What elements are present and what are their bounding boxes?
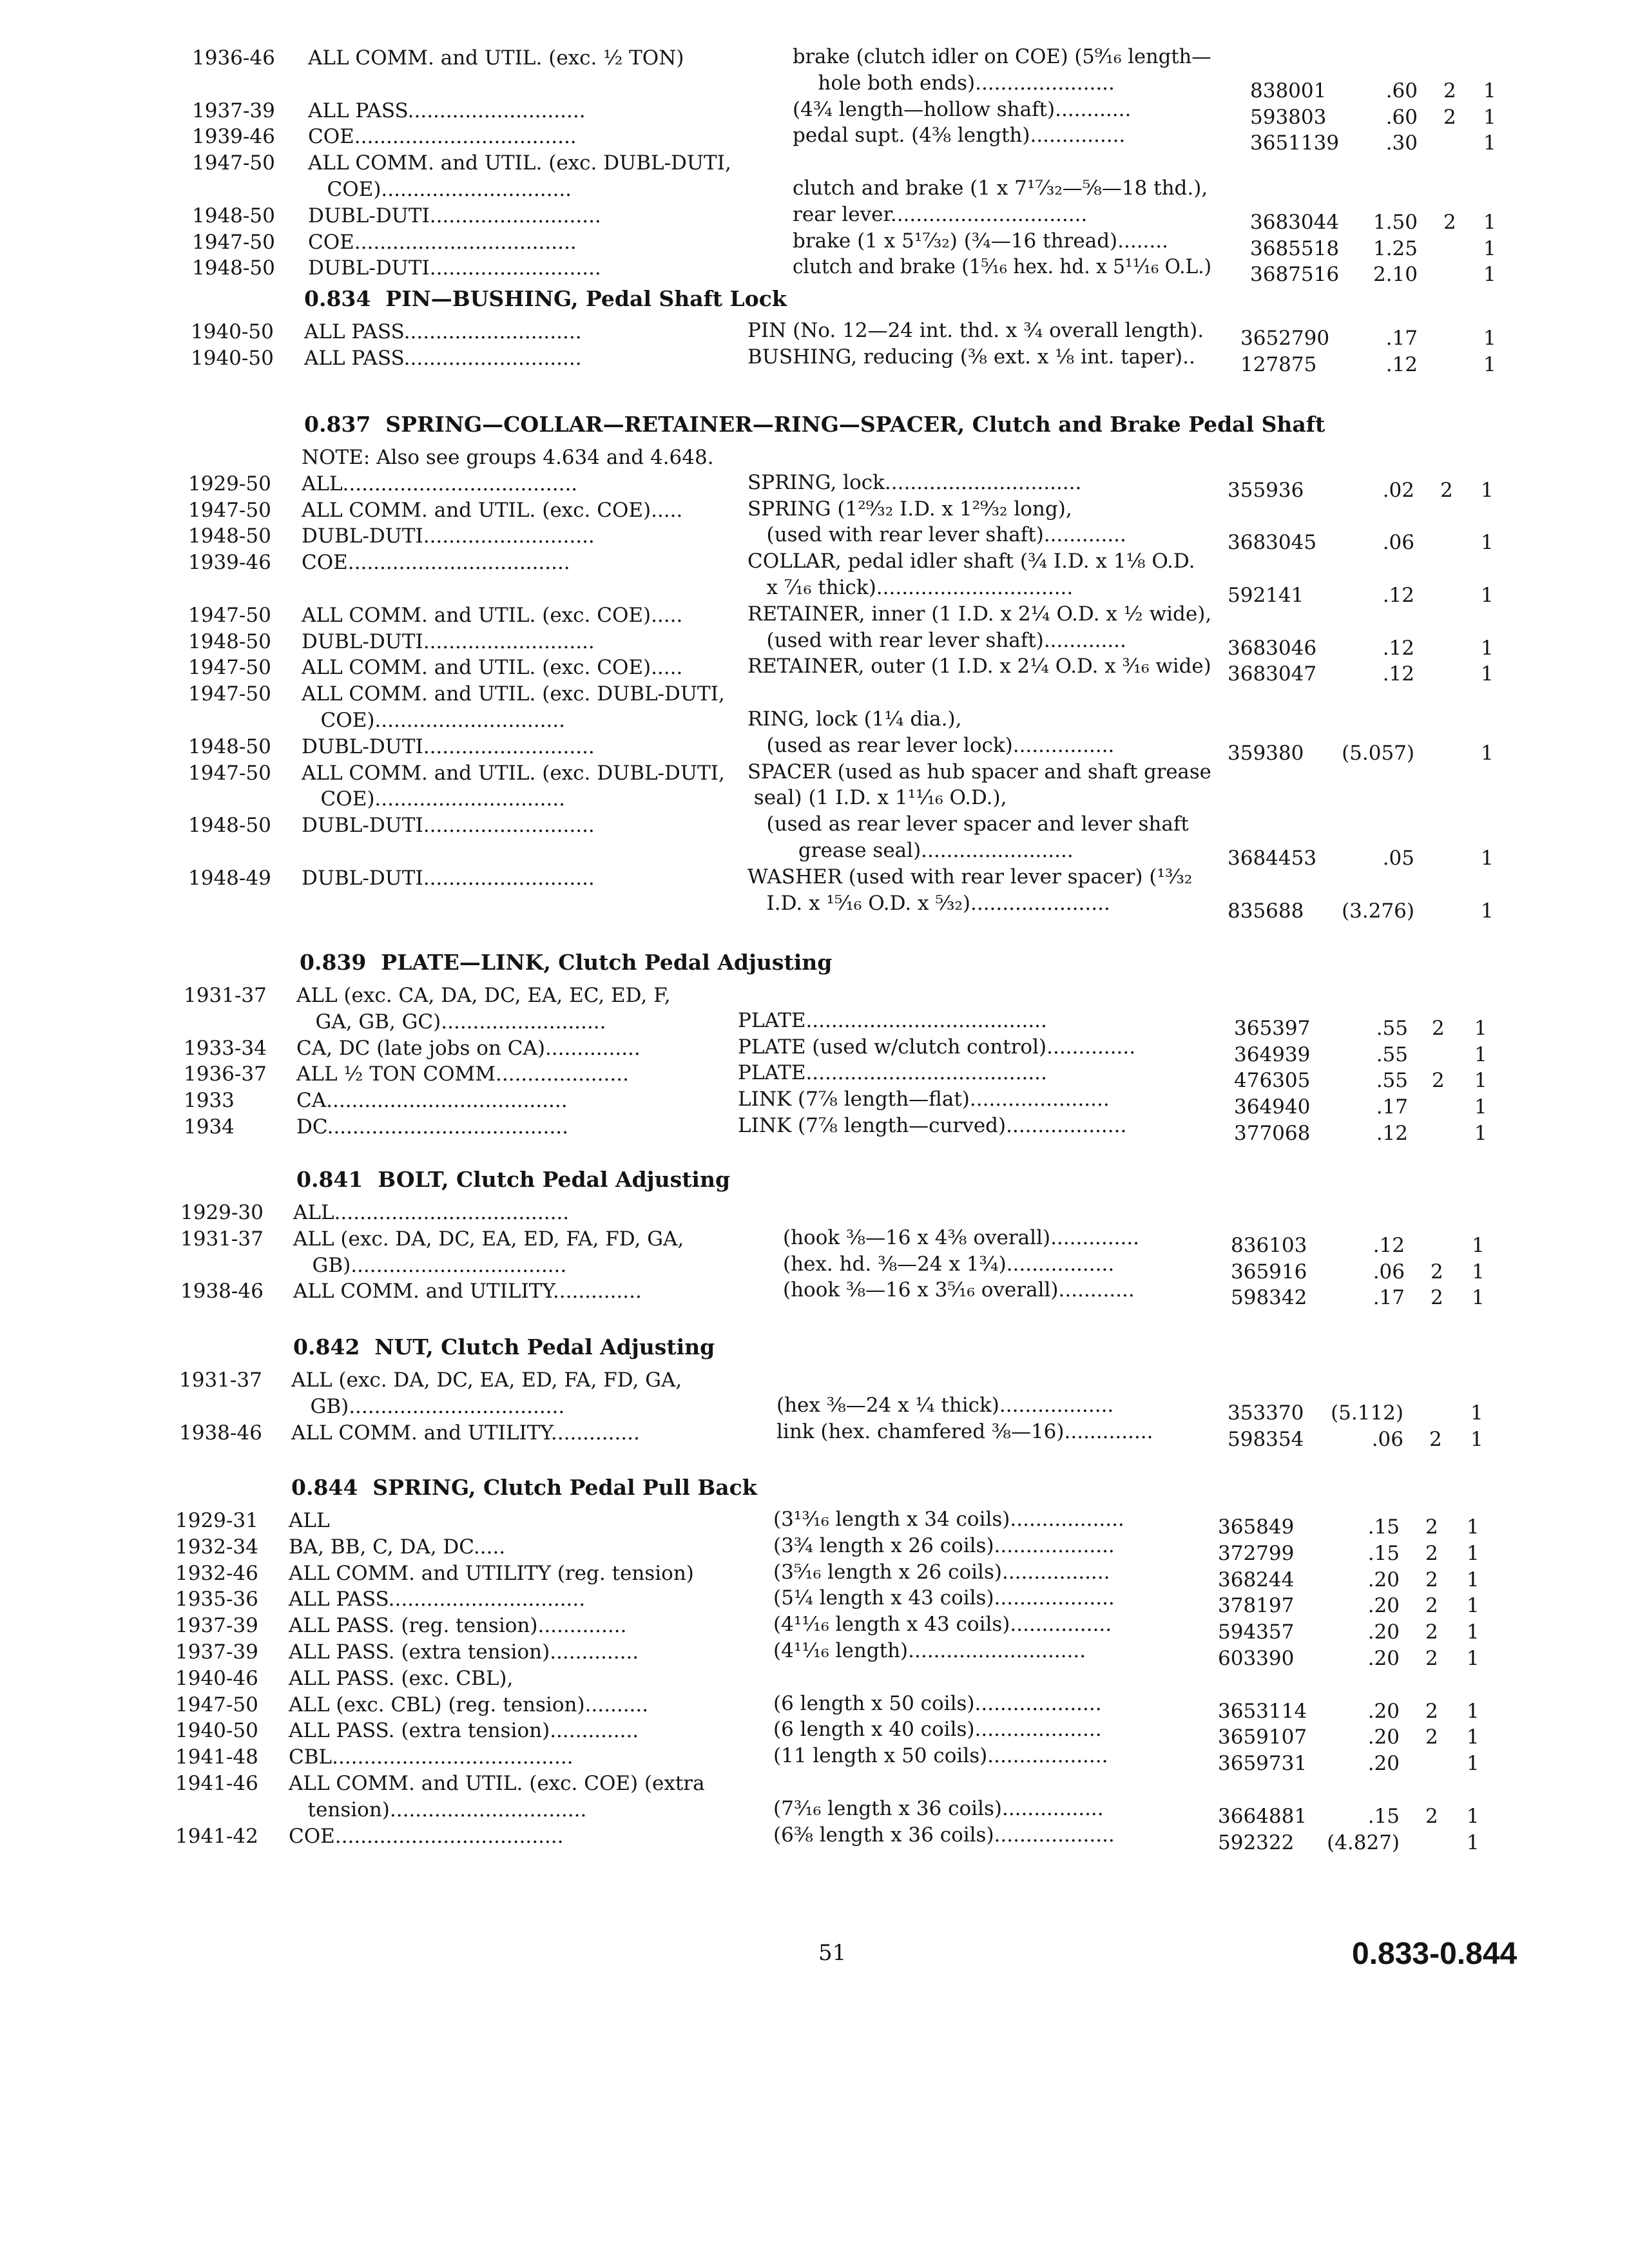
quantity-group: 2 <box>1425 1594 1438 1618</box>
part-description: link (hex. chamfered ⅜—16).............. <box>776 1419 1153 1443</box>
model-applicability: ALL PASS. (extra tension).............. <box>289 1719 639 1743</box>
model-years: 1947-50 <box>175 1693 258 1716</box>
model-applicability: ALL COMM. and UTILITY.............. <box>291 1421 640 1445</box>
list-price: .17 <box>1373 1286 1405 1310</box>
quantity-group: 2 <box>1443 210 1456 234</box>
model-applicability: NOTE: Also see groups 4.634 and 4.648. <box>302 446 714 469</box>
model-years: 1948-49 <box>188 866 271 890</box>
model-applicability: DUBL-DUTI........................... <box>308 204 601 227</box>
part-number: 3687516 <box>1250 263 1340 287</box>
model-applicability: ALL PASS............................ <box>304 346 582 370</box>
model-applicability: DUBL-DUTI........................... <box>302 629 595 653</box>
model-years: 1947-50 <box>188 603 271 627</box>
part-description: (3¾ length x 26 coils)................... <box>773 1533 1115 1557</box>
part-description: PIN (No. 12—24 int. thd. x ¾ overall length). <box>747 319 1204 342</box>
model-applicability: ALL (exc. CA, DA, DC, EA, EC, ED, F, <box>296 984 671 1007</box>
list-price: .12 <box>1373 1233 1405 1257</box>
quantity-per: 1 <box>1467 1831 1480 1854</box>
section-heading: 0.834 PIN—BUSHING, Pedal Shaft Lock <box>304 286 787 311</box>
quantity-group: 2 <box>1440 478 1453 502</box>
part-description: SPRING (1²⁹⁄₃₂ I.D. x 1²⁹⁄₃₂ long), <box>747 497 1072 521</box>
list-price: .60 <box>1385 79 1418 102</box>
list-price: .12 <box>1385 352 1418 376</box>
model-applicability: ALL COMM. and UTIL. (exc. DUBL-DUTI, <box>302 761 725 785</box>
model-years: 1947-50 <box>188 682 271 706</box>
quantity-group: 2 <box>1443 79 1456 102</box>
part-description: (hex. hd. ⅜—24 x 1¾)................. <box>783 1252 1115 1276</box>
model-applicability: ALL (exc. DA, DC, EA, ED, FA, FD, GA, <box>291 1369 682 1392</box>
part-number: 365849 <box>1218 1515 1295 1539</box>
quantity-per: 1 <box>1481 478 1494 502</box>
model-applicability: ALL COMM. and UTIL. (exc. DUBL-DUTI, <box>308 151 731 175</box>
list-price: .20 <box>1367 1620 1400 1644</box>
quantity-per: 1 <box>1483 327 1496 350</box>
part-description: grease seal)........................ <box>747 839 1074 862</box>
part-description: (3⁵⁄₁₆ length x 26 coils)................. <box>773 1560 1110 1584</box>
model-applicability: DUBL-DUTI........................... <box>302 814 595 838</box>
model-years: 1941-42 <box>175 1824 258 1848</box>
model-applicability: DUBL-DUTI........................... <box>302 866 595 890</box>
model-applicability: ALL (exc. CBL) (reg. tension).......... <box>289 1693 649 1716</box>
model-applicability: ALL PASS. (reg. tension).............. <box>289 1614 627 1638</box>
part-description: x ⁷⁄₁₆ thick)............................... <box>747 576 1074 599</box>
model-applicability: ALL PASS. (exc. CBL), <box>289 1666 514 1690</box>
part-description: (6⅜ length x 36 coils)................... <box>773 1823 1115 1847</box>
part-number: 3652790 <box>1240 327 1330 350</box>
section-heading: 0.842 NUT, Clutch Pedal Adjusting <box>293 1334 715 1360</box>
list-price: .20 <box>1367 1594 1400 1618</box>
part-description: I.D. x ¹⁵⁄₁₆ O.D. x ⁵⁄₃₂)...................... <box>747 891 1110 915</box>
list-price: 1.25 <box>1373 236 1418 260</box>
quantity-per: 1 <box>1481 899 1494 923</box>
part-number: 364940 <box>1234 1095 1311 1119</box>
part-description: (3¹³⁄₁₆ length x 34 coils).................. <box>773 1508 1124 1531</box>
part-description: (used as rear lever lock)................ <box>747 733 1115 757</box>
part-description: (4¾ length—hollow shaft)............ <box>793 97 1132 121</box>
part-number: 3659107 <box>1218 1725 1307 1749</box>
part-number: 364939 <box>1234 1043 1311 1066</box>
part-description: (5¼ length x 43 coils)................... <box>773 1586 1115 1610</box>
part-number: 3653114 <box>1218 1699 1307 1723</box>
model-years: 1929-50 <box>188 472 271 495</box>
model-applicability: COE................................... <box>308 125 577 149</box>
model-applicability: ALL PASS............................ <box>304 320 582 343</box>
model-years: 1947-50 <box>192 230 275 254</box>
list-price: .06 <box>1371 1427 1403 1451</box>
list-price: .02 <box>1382 478 1414 502</box>
quantity-per: 1 <box>1483 79 1496 102</box>
model-years: 1948-50 <box>192 204 275 227</box>
model-years: 1938-46 <box>179 1421 262 1445</box>
quantity-per: 1 <box>1467 1752 1480 1776</box>
list-price: .12 <box>1376 1122 1408 1145</box>
part-number: 3651139 <box>1250 131 1340 155</box>
part-description: pedal supt. (4⅜ length)............... <box>793 124 1126 148</box>
model-applicability: COE).............................. <box>308 178 572 201</box>
model-applicability: ALL COMM. and UTILITY (reg. tension) <box>289 1561 694 1585</box>
list-price: .30 <box>1385 131 1418 155</box>
part-number: 3683044 <box>1250 210 1340 234</box>
quantity-group: 2 <box>1432 1069 1445 1093</box>
model-years: 1939-46 <box>192 125 275 149</box>
part-number: 598354 <box>1228 1427 1304 1451</box>
part-number: 3659731 <box>1218 1752 1307 1776</box>
model-applicability: ALL COMM. and UTIL. (exc. COE)..... <box>302 603 683 627</box>
part-number: 3683045 <box>1228 531 1317 555</box>
quantity-group: 2 <box>1432 1016 1445 1040</box>
list-price: 1.50 <box>1373 210 1418 234</box>
part-number: 592322 <box>1218 1831 1295 1854</box>
part-description: COLLAR, pedal idler shaft (¾ I.D. x 1⅛ O.D. <box>747 550 1195 573</box>
page-range: 0.833-0.844 <box>1352 1937 1518 1971</box>
model-years: 1937-39 <box>175 1614 258 1638</box>
model-applicability: DUBL-DUTI........................... <box>302 735 595 758</box>
part-description: (hex ⅜—24 x ¼ thick).................. <box>776 1393 1114 1417</box>
quantity-per: 1 <box>1467 1620 1480 1644</box>
part-description: (7³⁄₁₆ length x 36 coils)................ <box>773 1796 1104 1820</box>
model-years: 1941-48 <box>175 1745 258 1769</box>
part-number: 3683047 <box>1228 662 1317 686</box>
model-applicability: ALL COMM. and UTIL. (exc. COE)..... <box>302 656 683 680</box>
model-years: 1940-50 <box>191 346 274 370</box>
part-description: RETAINER, inner (1 I.D. x 2¼ O.D. x ½ wide), <box>747 602 1212 626</box>
model-years: 1948-50 <box>192 256 275 280</box>
part-number: 476305 <box>1234 1069 1311 1093</box>
part-description: (used with rear lever shaft)............. <box>747 523 1126 547</box>
list-price: .12 <box>1382 636 1414 660</box>
part-description: LINK (7⅞ length—curved)................... <box>738 1114 1127 1137</box>
list-price: .17 <box>1385 327 1418 350</box>
part-number: 355936 <box>1228 478 1304 502</box>
model-applicability: ALL COMM. and UTIL. (exc. COE) (extra <box>289 1772 705 1795</box>
model-applicability: DC...................................... <box>296 1115 568 1139</box>
model-applicability: GA, GB, GC).......................... <box>296 1010 606 1033</box>
quantity-per: 1 <box>1481 741 1494 765</box>
quantity-group: 2 <box>1431 1286 1443 1310</box>
model-years: 1936-37 <box>184 1062 267 1086</box>
model-applicability: ALL PASS............................ <box>308 99 586 122</box>
quantity-per: 1 <box>1481 662 1494 686</box>
part-number: 3683046 <box>1228 636 1317 660</box>
quantity-per: 1 <box>1481 847 1494 870</box>
part-number: 377068 <box>1234 1122 1311 1145</box>
model-years: 1929-30 <box>180 1201 264 1224</box>
quantity-group: 2 <box>1425 1699 1438 1723</box>
part-description: (used as rear lever spacer and lever shaft <box>747 812 1189 836</box>
quantity-group: 2 <box>1425 1568 1438 1591</box>
model-years: 1947-50 <box>188 656 271 680</box>
quantity-per: 1 <box>1467 1568 1480 1591</box>
model-applicability: GB).................................. <box>291 1394 565 1418</box>
model-years: 1940-46 <box>175 1666 258 1690</box>
quantity-per: 1 <box>1481 531 1494 555</box>
section-heading: 0.839 PLATE—LINK, Clutch Pedal Adjusting <box>300 950 833 975</box>
model-applicability: tension)............................... <box>289 1798 587 1821</box>
quantity-per: 1 <box>1467 1725 1480 1749</box>
model-years: 1931-37 <box>184 984 267 1007</box>
list-price: (3.276) <box>1342 899 1414 923</box>
part-number: 372799 <box>1218 1541 1295 1565</box>
quantity-group: 2 <box>1443 105 1456 129</box>
part-description: (6 length x 40 coils).................... <box>773 1718 1102 1742</box>
model-applicability: DUBL-DUTI........................... <box>302 524 595 548</box>
section-heading: 0.837 SPRING—COLLAR—RETAINER—RING—SPACER, Clutch and Brake Pedal Shaft <box>304 412 1325 437</box>
part-number: 3684453 <box>1228 847 1317 870</box>
part-number: 592141 <box>1228 584 1304 607</box>
model-years: 1934 <box>184 1115 235 1139</box>
part-number: 368244 <box>1218 1568 1295 1591</box>
model-years: 1940-50 <box>175 1719 258 1743</box>
quantity-per: 1 <box>1474 1122 1487 1145</box>
list-price: .06 <box>1382 531 1414 555</box>
part-description: BUSHING, reducing (⅜ ext. x ⅛ int. taper).. <box>747 345 1195 369</box>
model-years: 1941-46 <box>175 1772 258 1795</box>
model-applicability: ALL COMM. and UTILITY.............. <box>293 1280 642 1303</box>
list-price: .17 <box>1376 1095 1408 1119</box>
model-applicability: ALL PASS............................... <box>289 1588 586 1611</box>
model-years: 1933 <box>184 1089 235 1113</box>
part-number: 365916 <box>1231 1260 1307 1283</box>
list-price: .20 <box>1367 1725 1400 1749</box>
quantity-per: 1 <box>1483 210 1496 234</box>
part-number: 835688 <box>1228 899 1304 923</box>
model-applicability: ALL PASS. (extra tension).............. <box>289 1640 639 1664</box>
model-years: 1937-39 <box>192 99 275 122</box>
list-price: .55 <box>1376 1016 1408 1040</box>
quantity-per: 1 <box>1467 1594 1480 1618</box>
list-price: .15 <box>1367 1804 1400 1828</box>
part-number: 593803 <box>1250 105 1327 129</box>
list-price: .20 <box>1367 1647 1400 1670</box>
list-price: .20 <box>1367 1568 1400 1591</box>
quantity-group: 2 <box>1425 1515 1438 1539</box>
part-number: 598342 <box>1231 1286 1307 1310</box>
quantity-group: 2 <box>1425 1541 1438 1565</box>
part-description: SPRING, lock............................... <box>747 470 1082 494</box>
model-years: 1940-50 <box>191 320 274 343</box>
list-price: .20 <box>1367 1699 1400 1723</box>
part-description: RING, lock (1¼ dia.), <box>747 707 962 731</box>
list-price: (5.057) <box>1342 741 1414 765</box>
part-number: 838001 <box>1250 79 1327 102</box>
quantity-per: 1 <box>1474 1016 1487 1040</box>
model-years: 1948-50 <box>188 629 271 653</box>
model-applicability: CBL...................................... <box>289 1745 574 1769</box>
list-price: 2.10 <box>1373 263 1418 287</box>
list-price: .15 <box>1367 1515 1400 1539</box>
model-applicability: ALL..................................... <box>302 472 578 495</box>
part-description: LINK (7⅞ length—flat)...................... <box>738 1088 1110 1111</box>
part-description: (hook ⅜—16 x 4⅜ overall).............. <box>783 1225 1140 1249</box>
model-years: 1931-37 <box>179 1369 262 1392</box>
part-description: PLATE...................................... <box>738 1061 1047 1085</box>
part-description: SPACER (used as hub spacer and shaft grease <box>747 760 1211 783</box>
list-price: .55 <box>1376 1069 1408 1093</box>
quantity-per: 1 <box>1474 1043 1487 1066</box>
quantity-group: 2 <box>1429 1427 1442 1451</box>
quantity-group: 2 <box>1425 1620 1438 1644</box>
part-number: 603390 <box>1218 1647 1295 1670</box>
list-price: .15 <box>1367 1541 1400 1565</box>
quantity-per: 1 <box>1474 1069 1487 1093</box>
part-number: 359380 <box>1228 741 1304 765</box>
list-price: .60 <box>1385 105 1418 129</box>
quantity-group: 2 <box>1425 1804 1438 1828</box>
model-applicability: COE................................... <box>302 551 570 575</box>
model-years: 1939-46 <box>188 551 271 575</box>
model-years: 1932-46 <box>175 1561 258 1585</box>
model-years: 1947-50 <box>188 761 271 785</box>
part-description: RETAINER, outer (1 I.D. x 2¼ O.D. x ³⁄₁₆ wide) <box>747 655 1211 678</box>
part-description: (hook ⅜—16 x 3⁵⁄₁₆ overall)............ <box>783 1278 1135 1302</box>
part-number: 127875 <box>1240 352 1317 376</box>
quantity-per: 1 <box>1483 131 1496 155</box>
part-description: PLATE...................................... <box>738 1008 1047 1032</box>
model-years: 1929-31 <box>175 1509 258 1532</box>
model-years: 1948-50 <box>188 524 271 548</box>
quantity-per: 1 <box>1470 1401 1483 1425</box>
list-price: .55 <box>1376 1043 1408 1066</box>
quantity-per: 1 <box>1467 1699 1480 1723</box>
part-description: brake (clutch idler on COE) (5⁹⁄₁₆ length— <box>793 45 1211 68</box>
quantity-group: 2 <box>1431 1260 1443 1283</box>
model-applicability: ALL <box>289 1509 330 1532</box>
list-price: (4.827) <box>1327 1831 1400 1854</box>
model-applicability: ALL..................................... <box>293 1201 570 1224</box>
model-applicability: DUBL-DUTI........................... <box>308 256 601 280</box>
part-description: clutch and brake (1⁵⁄₁₆ hex. hd. x 5¹¹⁄₁₆ O.L.) <box>793 255 1212 279</box>
model-applicability: ALL (exc. DA, DC, EA, ED, FA, FD, GA, <box>293 1227 684 1251</box>
part-number: 594357 <box>1218 1620 1295 1644</box>
page-number: 51 <box>818 1940 847 1966</box>
model-applicability: COE).............................. <box>302 709 566 732</box>
model-applicability: COE.................................... <box>289 1824 564 1848</box>
model-applicability: ALL COMM. and UTIL. (exc. COE)..... <box>302 498 683 522</box>
quantity-per: 1 <box>1472 1260 1485 1283</box>
quantity-per: 1 <box>1483 352 1496 376</box>
list-price: .06 <box>1373 1260 1405 1283</box>
part-number: 353370 <box>1228 1401 1304 1425</box>
part-number: 836103 <box>1231 1233 1307 1257</box>
quantity-per: 1 <box>1483 263 1496 287</box>
model-years: 1948-50 <box>188 814 271 838</box>
model-applicability: ALL COMM. and UTIL. (exc. DUBL-DUTI, <box>302 682 725 706</box>
list-price: .05 <box>1382 847 1414 870</box>
model-applicability: ALL COMM. and UTIL. (exc. ½ TON) <box>308 46 684 70</box>
quantity-per: 1 <box>1472 1286 1485 1310</box>
part-description: WASHER (used with rear lever spacer) (¹³⁄₃₂ <box>747 865 1193 889</box>
part-description: clutch and brake (1 x 7¹⁷⁄₃₂—⅝—18 thd.), <box>793 177 1208 200</box>
part-description: PLATE (used w/clutch control).............. <box>738 1035 1136 1059</box>
quantity-group: 2 <box>1425 1725 1438 1749</box>
model-years: 1948-50 <box>188 735 271 758</box>
part-number: 365397 <box>1234 1016 1311 1040</box>
part-description: (used with rear lever shaft)............. <box>747 628 1126 652</box>
model-applicability: CA, DC (late jobs on CA)............... <box>296 1036 641 1060</box>
quantity-per: 1 <box>1467 1515 1480 1539</box>
part-description: seal) (1 I.D. x 1¹¹⁄₁₆ O.D.), <box>747 786 1007 810</box>
part-description: (4¹¹⁄₁₆ length x 43 coils)................ <box>773 1613 1112 1637</box>
model-years: 1947-50 <box>192 151 275 175</box>
quantity-per: 1 <box>1470 1427 1483 1451</box>
model-applicability: BA, BB, C, DA, DC..... <box>289 1535 506 1559</box>
model-years: 1938-46 <box>180 1280 264 1303</box>
part-number: 378197 <box>1218 1594 1295 1618</box>
list-price: (5.112) <box>1331 1401 1403 1425</box>
model-applicability: GB).................................. <box>293 1253 567 1277</box>
part-description: brake (1 x 5¹⁷⁄₃₂) (¾—16 thread)........ <box>793 229 1168 253</box>
part-description: hole both ends)...................... <box>793 71 1115 95</box>
list-price: .12 <box>1382 584 1414 607</box>
model-years: 1936-46 <box>192 46 275 70</box>
model-years: 1937-39 <box>175 1640 258 1664</box>
model-applicability: COE).............................. <box>302 787 566 811</box>
quantity-per: 1 <box>1467 1804 1480 1828</box>
part-description: (11 length x 50 coils)................... <box>773 1744 1108 1768</box>
list-price: .20 <box>1367 1752 1400 1776</box>
quantity-per: 1 <box>1474 1095 1487 1119</box>
model-years: 1933-34 <box>184 1036 267 1060</box>
part-description: (6 length x 50 coils).................... <box>773 1691 1102 1715</box>
model-years: 1932-34 <box>175 1535 258 1559</box>
part-description: (4¹¹⁄₁₆ length)............................ <box>773 1639 1086 1662</box>
quantity-per: 1 <box>1481 636 1494 660</box>
section-heading: 0.844 SPRING, Clutch Pedal Pull Back <box>291 1475 757 1500</box>
model-years: 1947-50 <box>188 498 271 522</box>
model-applicability: ALL ½ TON COMM..................... <box>296 1062 629 1086</box>
model-years: 1931-37 <box>180 1227 264 1251</box>
part-number: 3685518 <box>1250 236 1340 260</box>
quantity-per: 1 <box>1481 584 1494 607</box>
quantity-per: 1 <box>1483 236 1496 260</box>
model-applicability: CA...................................... <box>296 1089 568 1113</box>
quantity-per: 1 <box>1483 105 1496 129</box>
model-applicability: COE................................... <box>308 230 577 254</box>
part-number: 3664881 <box>1218 1804 1307 1828</box>
section-heading: 0.841 BOLT, Clutch Pedal Adjusting <box>296 1167 731 1192</box>
quantity-per: 1 <box>1472 1233 1485 1257</box>
model-years: 1935-36 <box>175 1588 258 1611</box>
quantity-per: 1 <box>1467 1647 1480 1670</box>
list-price: .12 <box>1382 662 1414 686</box>
quantity-per: 1 <box>1467 1541 1480 1565</box>
part-description: rear lever............................... <box>793 202 1088 226</box>
quantity-group: 2 <box>1425 1647 1438 1670</box>
